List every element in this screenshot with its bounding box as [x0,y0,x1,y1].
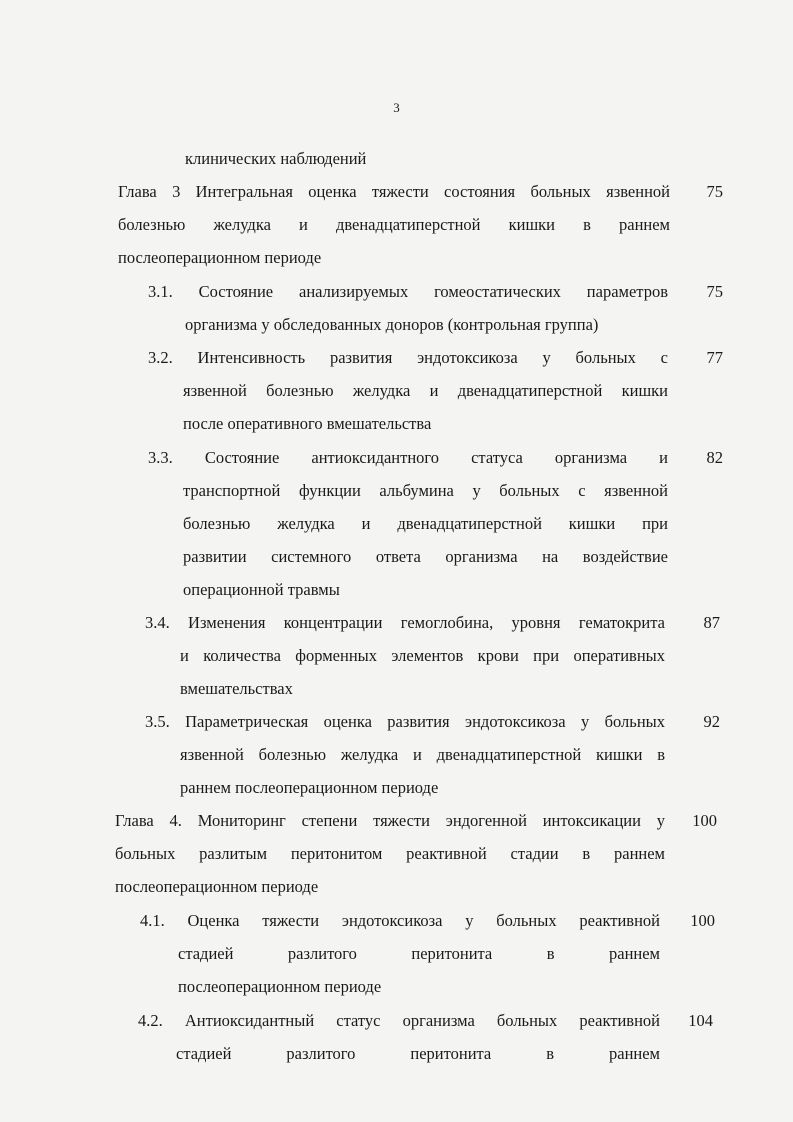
page-number: 3 [393,100,400,115]
toc-page-number: 100 [690,911,715,930]
toc-line: 4.1. Оценка тяжести эндотоксикоза у больных реактивной [140,911,660,930]
toc-page-number: 77 [706,348,723,367]
toc-line: язвенной болезнью желудка и двенадцатиперстной кишки в [180,745,665,764]
toc-line: язвенной болезнью желудка и двенадцатиперстной кишки [183,381,668,400]
toc-line: вмешательствах [180,679,293,698]
toc-line: послеоперационном периоде [178,977,382,996]
toc-line: операционной травмы [183,580,340,599]
toc-line: послеоперационном периоде [118,248,322,267]
toc-page-number: 87 [703,613,720,632]
toc-line: 3.5. Параметрическая оценка развития эндотоксикоза у больных [145,712,665,731]
toc-line: болезнью желудка и двенадцатиперстной кишки в раннем [118,215,670,234]
toc-line: 3.1. Состояние анализируемых гомеостатических параметров [148,282,668,301]
toc-line: болезнью желудка и двенадцатиперстной кишки при [183,514,668,533]
toc-line: и количества форменных элементов крови при оперативных [180,646,665,665]
toc-page-number: 92 [703,712,720,731]
toc-line: 3.2. Интенсивность развития эндотоксикоза у больных с [148,348,668,367]
toc-line: больных разлитым перитонитом реактивной стадии в раннем [115,844,665,863]
toc-line: стадией разлитого перитонита в раннем [176,1044,660,1063]
toc-line: Глава 4. Мониторинг степени тяжести эндогенной интоксикации у [115,811,665,830]
toc-line: 3.4. Изменения концентрации гемоглобина, уровня гематокрита [145,613,665,632]
toc-line: 4.2. Антиоксидантный статус организма больных реактивной [138,1011,660,1030]
toc-page-number: 82 [706,448,723,467]
toc-line: организма у обследованных доноров (контрольная группа) [185,315,599,334]
toc-line: развитии системного ответа организма на воздействие [183,547,668,566]
toc-page-number: 100 [692,811,717,830]
toc-page-number: 75 [706,182,723,201]
toc-line: после оперативного вмешательства [183,414,432,433]
toc-line: раннем послеоперационном периоде [180,778,439,797]
toc-line: послеоперационном периоде [115,877,319,896]
toc-line: Глава 3 Интегральная оценка тяжести состояния больных язвенной [118,182,670,201]
toc-line: стадией разлитого перитонита в раннем [178,944,660,963]
toc-line: транспортной функции альбумина у больных с язвенной [183,481,668,500]
toc-page-number: 104 [688,1011,713,1030]
toc-page-number: 75 [706,282,723,301]
toc-line: клинических наблюдений [185,149,367,168]
toc-line: 3.3. Состояние антиоксидантного статуса организма и [148,448,668,467]
